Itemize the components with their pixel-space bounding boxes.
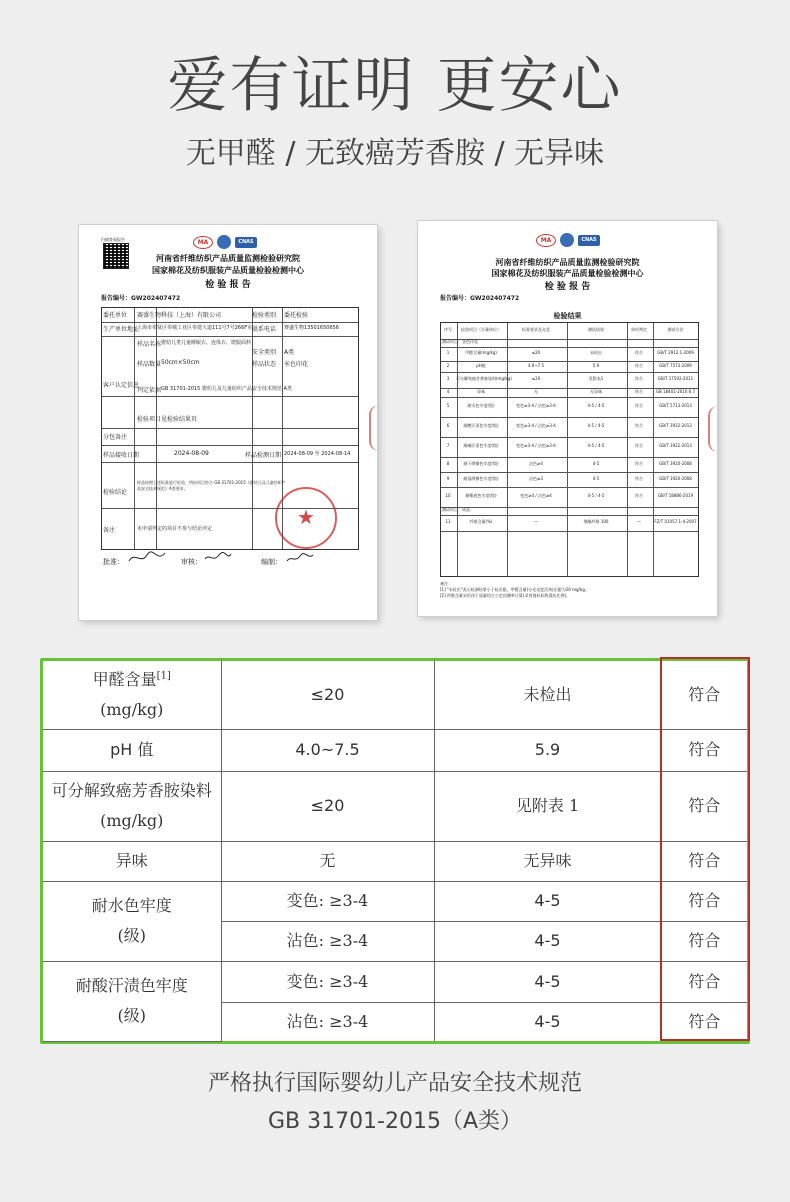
footer-standard: GB 31701-2015（A类）: [267, 1109, 523, 1134]
item-cell: [43, 771, 221, 841]
item-cell: [43, 881, 221, 961]
label-safety: 安全类别: [252, 349, 277, 356]
field-remark: 备注: [103, 527, 116, 534]
verdict-cell: 符合: [661, 841, 747, 881]
item-name: 甲醛含量: [92, 669, 157, 689]
edge-seal: [708, 406, 718, 452]
result-cell: 无异味: [434, 841, 661, 881]
result-grid-cell: —: [637, 519, 641, 524]
note-2: [2] 纤维含量采用净干质量结合公定回潮率计算(采用商标标称混纺比例)。: [440, 593, 571, 598]
result-grid-cell: 4-5: [592, 461, 600, 466]
result-grid-cell: 耐湿摩擦色牢度(级): [463, 476, 499, 481]
requirement-cell: 变色: ≥3-4: [221, 961, 434, 1002]
result-grid-cell: 4-5 / 4-5: [587, 403, 605, 408]
result-grid-cell: 耐干摩擦色牢度(级): [463, 461, 499, 466]
result-cell: 4-5: [434, 921, 661, 961]
requirement-cell: 沾色: ≥3-4: [221, 1002, 434, 1041]
result-grid-cell: 耐酸汗渍色牢度(级): [463, 423, 499, 428]
result-grid-cell: 沾色≥4: [529, 461, 543, 466]
table-row: [43, 961, 747, 1002]
result-grid-cell: 符合: [635, 461, 643, 466]
label-check-type: 检验类别: [252, 312, 277, 319]
requirement-cell: 变色: ≥3-4: [221, 881, 434, 921]
result-grid-cell: 变色≥4 / 沾色≥4: [520, 493, 552, 498]
table-row: [43, 881, 747, 921]
inspection-seal: [275, 487, 337, 549]
group-label: 测试项目：各色印花: [442, 339, 478, 344]
result-grid-cell: 变色≥3-4 / 沾色≥3-4: [516, 403, 556, 408]
requirement-cell: 沾色: ≥3-4: [221, 921, 434, 961]
item-name: 耐水色牢度: [91, 896, 172, 915]
result-grid-cell: 6: [446, 423, 450, 428]
result-grid-cell: GB/T 3920-2008: [659, 461, 692, 466]
sign-compile: 编制：: [261, 558, 282, 566]
result-grid-cell: 聚酯纤维 100: [583, 519, 609, 524]
value-color: 米色印花: [284, 361, 309, 368]
certification-logos: [193, 235, 257, 249]
doc-title: 检 验 报 告: [205, 280, 251, 290]
result-grid-cell: 测试方法: [667, 327, 684, 332]
result-cell: 5.9: [434, 729, 661, 771]
requirement-cell: 4.0~7.5: [221, 729, 434, 771]
report-number: 报告编号：GW202407472: [440, 295, 520, 302]
verdict-cell: 符合: [661, 729, 747, 771]
result-grid-cell: 无: [534, 389, 538, 394]
verdict-cell: 符合: [661, 1002, 747, 1041]
result-grid-cell: 检验项目（计量单位）: [461, 327, 501, 332]
result-grid-cell: 5.9: [592, 363, 600, 368]
spec-table: [43, 661, 747, 1042]
result-grid-cell: 单项判定: [631, 327, 647, 332]
label-sample-name: 样品名称: [137, 341, 162, 348]
result-grid-cell: 符合: [635, 476, 643, 481]
requirement-cell: ≤20: [221, 661, 434, 729]
value-receive-date: 2024-08-09: [174, 450, 209, 457]
result-grid-cell: 变色≥3-4 / 沾色≥3-4: [516, 443, 556, 448]
result-grid-cell: 纤维含量(%): [469, 519, 493, 524]
requirement-cell: ≤20: [221, 771, 434, 841]
cnas-logo: CNAS: [235, 237, 257, 248]
cnas-logo: CNAS: [578, 235, 600, 246]
result-grid-cell: 3: [446, 376, 450, 381]
sign-review: 审核：: [181, 558, 202, 566]
result-grid-cell: 无异味: [590, 389, 602, 394]
result-grid-cell: 符合: [635, 376, 643, 381]
result-grid-cell: 2: [446, 363, 450, 368]
field-address: 生产单位地址: [103, 326, 140, 333]
result-grid-cell: 未检出: [590, 350, 602, 355]
field-client: 委托单位: [103, 312, 128, 319]
label-standard: 判定依据: [137, 387, 162, 394]
result-cell: 未检出: [434, 661, 661, 729]
value-check-type: 委托检验: [284, 312, 309, 319]
grid-line: [441, 339, 698, 340]
label-color: 样品状态: [252, 361, 277, 368]
footer-statement: 严格执行国际婴幼儿产品安全技术规范: [207, 1071, 582, 1096]
field-receive-date: 样品接收日期: [103, 452, 140, 459]
item-cell: [43, 661, 221, 729]
item-unit: (级): [117, 926, 146, 945]
table-row: [43, 729, 747, 771]
verdict-cell: 符合: [661, 661, 747, 729]
note-1: [1] "未检出"表示检测结果小于检出限，甲醛含量(分光光度法)检出限为20 mg/kg。: [440, 587, 589, 592]
requirement-cell: 无: [221, 841, 434, 881]
result-grid-cell: 10: [445, 493, 451, 498]
result-grid-cell: 符合: [635, 389, 643, 394]
value-contact: 赛盛生物13501650656: [284, 325, 339, 331]
institute-line1: 河南省纤维纺织产品质量监测检验研究院: [495, 257, 640, 267]
result-grid-cell: 见附表1: [588, 376, 604, 381]
result-grid-cell: 4-5 / 4-5: [587, 423, 605, 428]
verdict-cell: 符合: [661, 881, 747, 921]
group-label: 测试项目：成品: [442, 507, 470, 512]
certification-logos: [536, 233, 600, 247]
ilac-logo-icon: [560, 233, 574, 247]
result-grid-cell: ≤20: [531, 350, 541, 355]
result-grid-cell: 耐唾液色牢度(级): [465, 493, 497, 498]
result-grid-cell: GB/T 7573-2009: [659, 363, 692, 368]
item-unit: (mg/kg): [100, 811, 164, 830]
qr-caption: 扫描查看报告: [101, 237, 125, 242]
result-cell: 见附表 1: [434, 771, 661, 841]
section-title: 检验结果: [553, 311, 582, 320]
label-method: 检验项目: [137, 416, 162, 423]
field-customer-info: 客户认定信息: [103, 382, 140, 389]
grid-line: [441, 531, 698, 532]
value-standard: GB 31701-2015 婴幼儿及儿童纺织产品安全技术规范 A类: [161, 386, 292, 392]
result-grid-cell: 异味: [477, 389, 485, 394]
result-grid-cell: 4: [446, 389, 450, 394]
value-test-date: 2024-08-09 至 2024-08-14: [284, 451, 351, 457]
result-cell: 4-5: [434, 1002, 661, 1041]
value-conclusion: 样品按照上述标准进行检验，所检项目符合 GB 31701-2015《婴幼儿及儿童纺织产品安全技术规范》A类要求。: [137, 480, 286, 491]
verdict-cell: 符合: [661, 771, 747, 841]
item-cell: pH 值: [43, 729, 221, 771]
table-row: [43, 771, 747, 841]
institute-line2: 国家棉花及纺织服装产品质量检验检测中心: [152, 265, 304, 275]
result-grid-cell: 5: [446, 403, 450, 408]
note-title: 备注：: [440, 581, 452, 586]
result-grid-cell: 变色≥3-4 / 沾色≥3-4: [516, 423, 556, 428]
result-grid-cell: 符合: [635, 493, 643, 498]
footnote-ref: [1]: [156, 670, 171, 682]
item-unit: (mg/kg): [100, 699, 164, 719]
result-grid-cell: 耐水色牢度(级): [467, 403, 495, 408]
result-grid-cell: 序号: [444, 327, 452, 332]
signature-approve: [127, 549, 167, 567]
result-grid-cell: —: [534, 519, 538, 524]
institute-line1: 河南省纤维纺织产品质量监测检验研究院: [156, 253, 300, 263]
grid-line: [441, 507, 698, 508]
result-grid-cell: 沾色≥3: [529, 476, 543, 481]
institute-line2: 国家棉花及纺织服装产品质量检验检测中心: [491, 268, 644, 278]
doc-title: 检 验 报 告: [544, 282, 591, 292]
result-grid-cell: 符合: [635, 350, 643, 355]
result-grid-cell: 符合: [635, 423, 643, 428]
value-safety: A类: [284, 349, 295, 356]
result-grid-cell: 符合: [635, 443, 643, 448]
field-subcontract: 分包备注: [103, 434, 128, 441]
ma-logo: MA: [193, 236, 213, 249]
result-grid-cell: GB/T 18886-2019: [657, 493, 694, 498]
result-grid-cell: GB/T 17592-2011: [657, 376, 694, 381]
result-grid-cell: 测试结果: [588, 327, 604, 332]
spec-table-container: [40, 658, 750, 1044]
ma-logo: MA: [536, 234, 556, 247]
result-grid-cell: 4-5: [592, 476, 600, 481]
value-client: 赛盛生物科技（上海）有限公司: [137, 312, 222, 319]
item-cell: [43, 961, 221, 1041]
result-grid-cell: 可分解致癌芳香胺染料(mg/kg): [456, 376, 512, 381]
test-result-page-image: [418, 221, 717, 616]
sign-approve: 批准：: [103, 558, 124, 566]
label-contact: 联系电话: [252, 326, 277, 333]
item-name: 耐酸汗渍色牢度: [75, 976, 188, 995]
result-grid-cell: GB/T 5713-2013: [659, 403, 692, 408]
result-grid-cell: pH值: [476, 363, 486, 368]
result-grid-cell: 1: [446, 350, 450, 355]
field-conclusion: 检验结论: [103, 489, 128, 496]
item-name: 可分解致癌芳香胺染料: [51, 781, 212, 800]
item-cell: 异味: [43, 841, 221, 881]
result-grid-cell: 甲醛含量(mg/kg): [465, 350, 497, 355]
result-grid-cell: GB/T 3920-2008: [659, 476, 692, 481]
signature-compile: [285, 551, 315, 565]
result-grid-cell: 4-5 / 4-5: [587, 493, 605, 498]
item-unit: (级): [117, 1006, 146, 1025]
table-row: [43, 661, 747, 729]
result-grid-cell: 4.0~7.5: [527, 363, 545, 368]
result-grid-cell: 耐碱汗渍色牢度(级): [463, 443, 499, 448]
result-grid-cell: 8: [446, 461, 450, 466]
label-test-date: 样品检测日期: [245, 452, 282, 459]
hero-subtitle: 无甲醛 / 无致癌芳香胺 / 无异味: [185, 136, 605, 171]
ilac-logo-icon: [217, 235, 231, 249]
verdict-cell: 符合: [661, 961, 747, 1002]
result-grid-cell: FZ/T 01057.1-4-2007: [654, 519, 697, 524]
result-grid-cell: GB 18401-2010 6.7: [655, 389, 696, 394]
hero-title: 爱有证明 更安心: [167, 51, 623, 121]
result-grid-cell: GB/T 3922-2013: [659, 443, 692, 448]
result-grid-cell: 符合: [635, 363, 643, 368]
value-address: 上海市奉贤区奉城工业区奉建大道111号7号266F室: [137, 325, 253, 331]
result-grid-cell: 9: [446, 476, 450, 481]
result-cell: 4-5: [434, 961, 661, 1002]
edge-seal: [369, 405, 379, 451]
result-grid-cell: 11: [445, 519, 451, 524]
label-sample-size: 样品数量: [137, 361, 162, 368]
verdict-cell: 符合: [661, 921, 747, 961]
result-grid-cell: ≤20: [531, 376, 541, 381]
result-grid-cell: 7: [446, 443, 450, 448]
value-sample-name: 婴幼儿类儿童睡眠衣、连体衣、爬服面料: [161, 340, 252, 346]
result-grid-cell: GB/T 3922-2013: [659, 423, 692, 428]
value-remark: 未申请判定的项目不参与结论评定: [137, 526, 213, 532]
result-grid-cell: 标准要求及允差: [522, 327, 550, 332]
value-sample-size: 50cm×50cm: [161, 359, 200, 366]
signature-review: [203, 551, 233, 565]
report-number: 报告编号：GW202407472: [101, 295, 181, 302]
test-report-cover-image: [79, 225, 377, 620]
result-cell: 4-5: [434, 881, 661, 921]
table-row: [43, 841, 747, 881]
value-method: 见检验结果页: [161, 416, 198, 423]
result-grid-cell: 符合: [635, 403, 643, 408]
result-grid-cell: 4-5 / 4-5: [587, 443, 605, 448]
result-grid-cell: GB/T 2912.1-2009: [657, 350, 694, 355]
